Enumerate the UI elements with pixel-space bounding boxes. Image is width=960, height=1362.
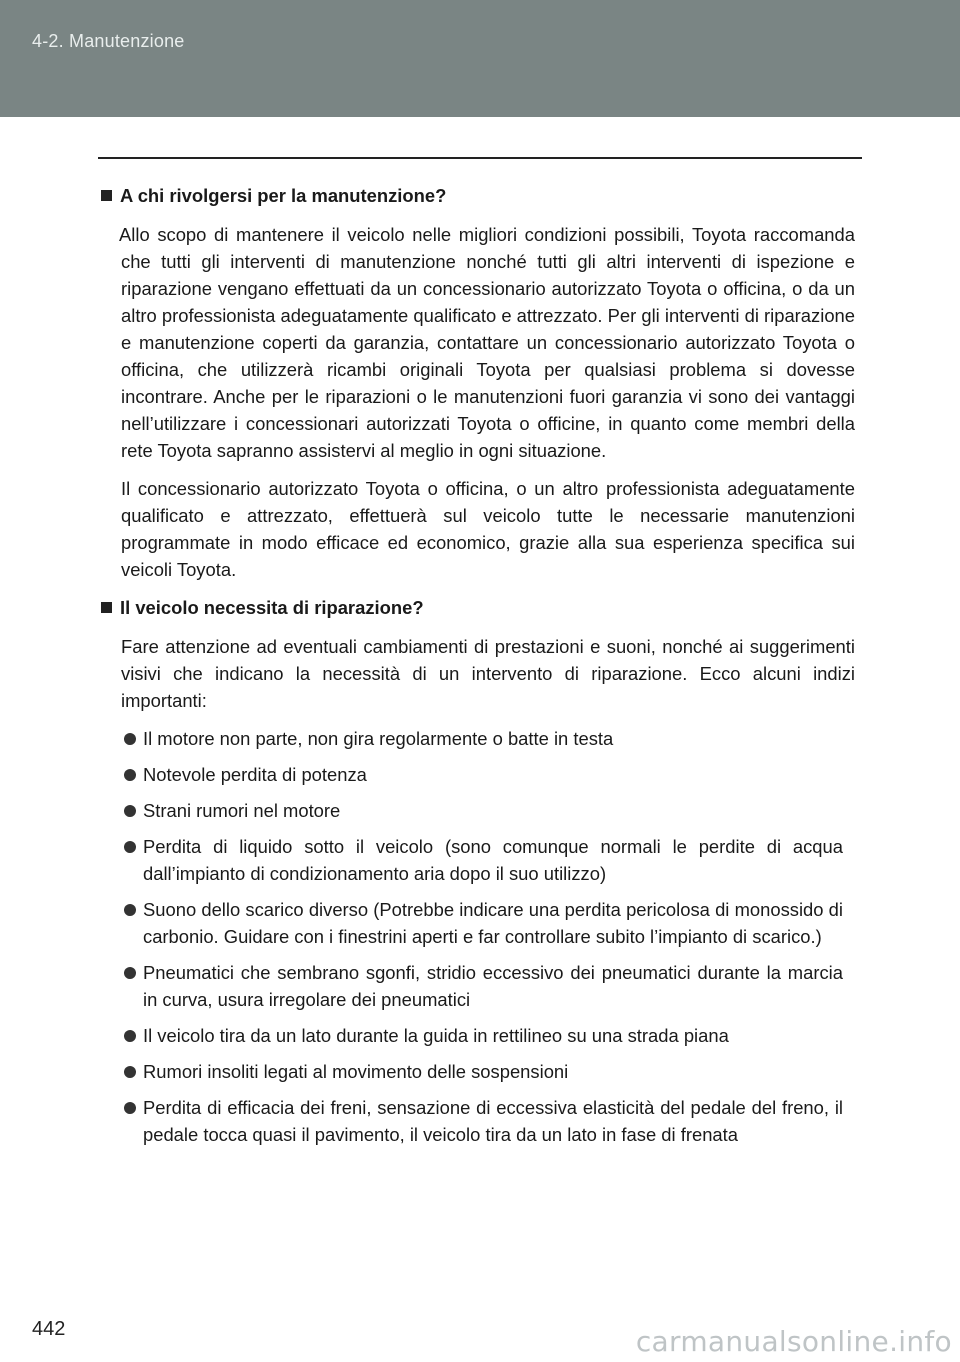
heading-text: A chi rivolgersi per la manutenzione? xyxy=(120,185,447,206)
paragraph: Allo scopo di mantenere il veicolo nelle migliori condizioni possibili, Toyota raccomanda che tutti gli interventi di manutenzione nonché tutti gli altri interventi di ispezione e riparazione vengano effettuati da un concessionario autorizzato Toyota o officina, o da un altro professionista adeguatamente qualificato e attrezzato. Per gli interventi di riparazione e manutenzione coperti da garanzia, contattare un concessionario autorizzato Toyota o officina, che utilizzerà ricambi originali Toyota per qualsiasi problema si dovesse incontrare. Anche per le riparazioni o le manutenzioni fuori garanzia vi sono dei vantaggi nell’utilizzare i concessionari autorizzati Toyota o officine, in quanto come membri della rete Toyota sapranno assistervi al meglio in ogni situazione. xyxy=(119,224,856,461)
list-item-text: Il veicolo tira da un lato durante la guida in rettilineo su una strada piana xyxy=(143,1025,729,1046)
top-rule xyxy=(98,157,862,159)
watermark: carmanualsonline.info xyxy=(635,1325,952,1358)
square-bullet-icon xyxy=(101,190,112,201)
paragraph: Fare attenzione ad eventuali cambiamenti di prestazioni e suoni, nonché ai suggerimenti visivi che indicano la necessità di un intervento di riparazione. Ecco alcuni indizi importanti: xyxy=(121,636,855,711)
list-item xyxy=(121,896,843,950)
heading-repair-needed xyxy=(99,594,855,621)
heading-maintenance-contact xyxy=(99,182,855,209)
list-item-text: Pneumatici che sembrano sgonfi, stridio eccessivo dei pneumatici durante la marcia in curva, usura irregolare dei pneumatici xyxy=(143,962,843,1010)
paragraph: Il concessionario autorizzato Toyota o officina, o un altro professionista adeguatamente qualificato e attrezzato, effettuerà sul veicolo tutte le necessarie manutenzioni programmate in modo efficace ed economico, grazie alla sua esperienza specifica sui veicoli Toyota. xyxy=(121,478,855,580)
circle-bullet-icon xyxy=(124,904,136,916)
list-item xyxy=(121,725,843,752)
list-item-text: Perdita di efficacia dei freni, sensazione di eccessiva elasticità del pedale del freno, il pedale tocca quasi il pavimento, il veicolo tira da un lato in fase di frenata xyxy=(143,1097,843,1145)
list-item-text: Il motore non parte, non gira regolarmente o batte in testa xyxy=(143,728,614,749)
list-item xyxy=(121,761,843,788)
list-item xyxy=(121,1058,843,1085)
list-item-text: Strani rumori nel motore xyxy=(143,800,341,821)
circle-bullet-icon xyxy=(124,1102,136,1114)
circle-bullet-icon xyxy=(124,733,136,745)
circle-bullet-icon xyxy=(124,1066,136,1078)
list-item xyxy=(121,1094,843,1148)
section-title: 4-2. Manutenzione xyxy=(32,31,185,51)
page-content xyxy=(99,182,855,1157)
list-item xyxy=(121,833,843,887)
header-band xyxy=(0,0,960,117)
circle-bullet-icon xyxy=(124,841,136,853)
circle-bullet-icon xyxy=(124,1030,136,1042)
square-bullet-icon xyxy=(101,602,112,613)
page-number: 442 xyxy=(32,1318,66,1340)
list-item-text: Notevole perdita di potenza xyxy=(143,764,367,785)
list-item xyxy=(121,1022,843,1049)
list-item-text: Perdita di liquido sotto il veicolo (sono comunque normali le perdite di acqua dall’impianto di condizionamento aria dopo il suo utilizzo) xyxy=(143,836,843,884)
list-item-text: Rumori insoliti legati al movimento delle sospensioni xyxy=(143,1061,569,1082)
heading-text: Il veicolo necessita di riparazione? xyxy=(120,597,424,618)
list-item-text: Suono dello scarico diverso (Potrebbe indicare una perdita pericolosa di monossido di carbonio. Guidare con i finestrini aperti e far controllare subito l’impianto di scarico.) xyxy=(143,899,843,947)
list-item xyxy=(121,959,843,1013)
list-item xyxy=(121,797,843,824)
symptom-list xyxy=(99,725,843,1148)
circle-bullet-icon xyxy=(124,769,136,781)
circle-bullet-icon xyxy=(124,805,136,817)
circle-bullet-icon xyxy=(124,967,136,979)
